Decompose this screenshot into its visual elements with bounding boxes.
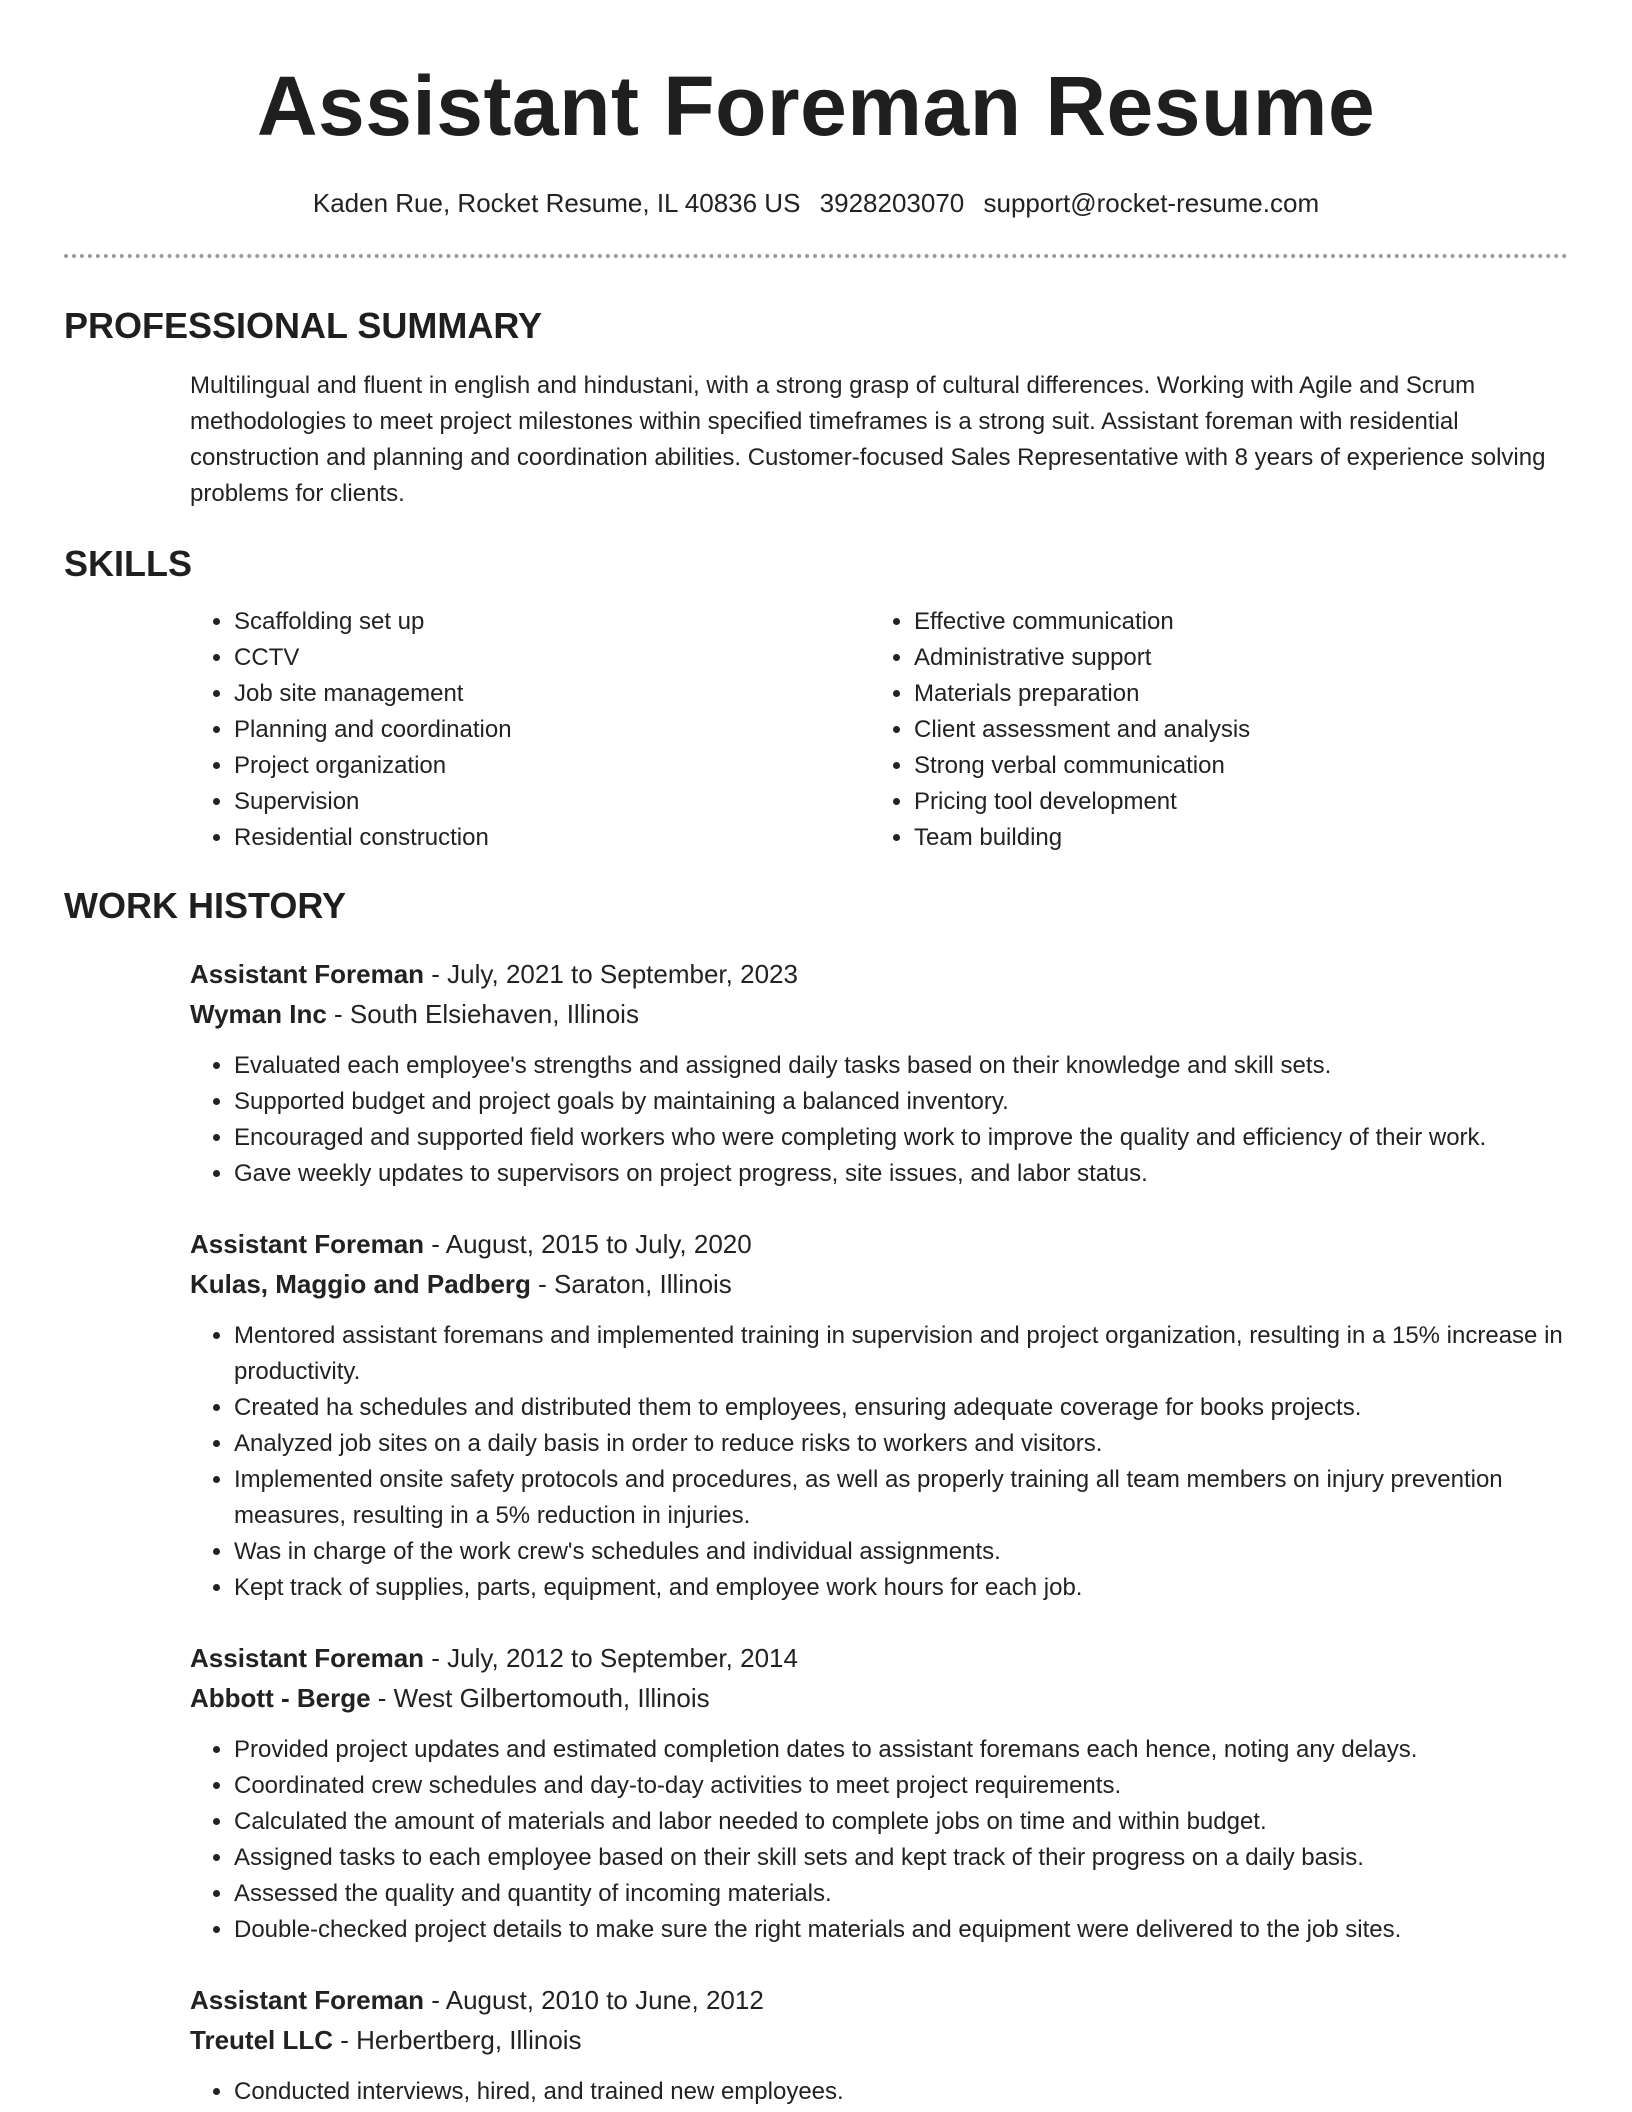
summary-heading: PROFESSIONAL SUMMARY [64,305,543,346]
job-title: Assistant Foreman [190,959,425,989]
skills-column-left [190,604,870,856]
work-history-heading: WORK HISTORY [64,885,347,926]
job-bullets [190,1048,1568,1192]
job-bullet: • Implemented onsite safety protocols and procedures, as well as properly training all team members on injury prevention measures, resulting in a 5% reduction in injuries. [234,1462,1568,1534]
skill-item: • Planning and coordination [234,712,870,748]
job-bullets [190,1318,1568,1606]
skills-heading: SKILLS [64,543,193,584]
skill-item: • Scaffolding set up [234,604,870,640]
skill-item: • Materials preparation [914,676,1550,712]
job-title: Assistant Foreman [190,1985,425,2015]
job-title-line [190,954,1568,994]
job-bullet: • Assessed the quality and quantity of incoming materials. [234,1876,1568,1912]
skill-item: • Effective communication [914,604,1550,640]
job-bullet: • Calculated the amount of materials and labor needed to complete jobs on time and within budget. [234,1804,1568,1840]
job-entry [190,1638,1568,1948]
job-bullet: • Evaluated each employee's strengths and assigned daily tasks based on their knowledge and skill sets. [234,1048,1568,1084]
job-bullet: • Provided project updates and estimated completion dates to assistant foremans each hence, noting any delays. [234,1732,1568,1768]
job-dates: - August, 2010 to June, 2012 [424,1985,764,2015]
skill-item: • Project organization [234,748,870,784]
skill-item: • Team building [914,820,1550,856]
job-company-line [190,2020,1568,2060]
job-location: - Saraton, Illinois [530,1269,732,1299]
skill-item: • Administrative support [914,640,1550,676]
job-location: - South Elsiehaven, Illinois [326,999,639,1029]
contact-line [64,186,1568,220]
job-bullet: • Assigned tasks to each employee based on their skill sets and kept track of their progress on a daily basis. [234,1840,1568,1876]
skill-item: • Residential construction [234,820,870,856]
job-bullet: • Analyzed job sites on a daily basis in order to reduce risks to workers and visitors. [234,1426,1568,1462]
skills-list [190,604,1568,856]
job-bullet: • Kept track of supplies, parts, equipment, and employee work hours for each job. [234,1570,1568,1606]
job-bullet: • Double-checked project details to make sure the right materials and equipment were delivered to the job sites. [234,1912,1568,1948]
job-bullet: • Encouraged and supported field workers who were completing work to improve the quality and efficiency of their work. [234,1120,1568,1156]
job-company-line [190,994,1568,1034]
skill-item: • Strong verbal communication [914,748,1550,784]
skill-item: • CCTV [234,640,870,676]
skill-item: • Supervision [234,784,870,820]
job-company-line [190,1678,1568,1718]
job-company: Wyman Inc [190,999,327,1029]
skill-item: • Job site management [234,676,870,712]
job-bullet: • Created ha schedules and distributed them to employees, ensuring adequate coverage for books projects. [234,1390,1568,1426]
job-title: Assistant Foreman [190,1643,425,1673]
header-divider [64,254,1568,258]
skill-item: • Client assessment and analysis [914,712,1550,748]
job-entry [190,1980,1568,2110]
job-bullet: • Coordinated crew schedules and day-to-day activities to meet project requirements. [234,1768,1568,1804]
job-entry [190,1224,1568,1606]
job-bullet: • Was in charge of the work crew's schedules and individual assignments. [234,1534,1568,1570]
job-bullet: • Conducted interviews, hired, and trained new employees. [234,2074,1568,2110]
job-company-line [190,1264,1568,1304]
job-location: - Herbertberg, Illinois [333,2025,582,2055]
skill-item: • Pricing tool development [914,784,1550,820]
contact-email: support@rocket-resume.com [983,188,1320,218]
job-bullets [190,2074,1568,2110]
job-title-line [190,1980,1568,2020]
contact-address: Kaden Rue, Rocket Resume, IL 40836 US [312,188,801,218]
resume-title: Assistant Foreman Resume [256,59,1376,153]
job-location: - West Gilbertomouth, Illinois [370,1683,710,1713]
job-company: Treutel LLC [190,2025,334,2055]
job-bullet: • Mentored assistant foremans and implemented training in supervision and project organization, resulting in a 15% increase in productivity. [234,1318,1568,1390]
job-company: Kulas, Maggio and Padberg [190,1269,531,1299]
job-company: Abbott - Berge [190,1683,371,1713]
job-title-line [190,1224,1568,1264]
skills-column-right [870,604,1550,856]
job-dates: - July, 2021 to September, 2023 [424,959,798,989]
job-dates: - August, 2015 to July, 2020 [424,1229,752,1259]
job-dates: - July, 2012 to September, 2014 [424,1643,798,1673]
job-bullet: • Gave weekly updates to supervisors on project progress, site issues, and labor status. [234,1156,1568,1192]
job-title: Assistant Foreman [190,1229,425,1259]
contact-phone: 3928203070 [819,188,965,218]
job-entry [190,954,1568,1192]
job-bullets [190,1732,1568,1948]
summary-text: Multilingual and fluent in english and hindustani, with a strong grasp of cultural differences. Working with Agile and Scrum methodologies to meet project milestones within specified timeframes is a strong suit. Assistant foreman with residential construction and planning and coordination abilities. Customer-focused Sales Representative with 8 years of experience solving problems for clients. [190,372,1546,507]
job-title-line [190,1638,1568,1678]
job-bullet: • Supported budget and project goals by maintaining a balanced inventory. [234,1084,1568,1120]
